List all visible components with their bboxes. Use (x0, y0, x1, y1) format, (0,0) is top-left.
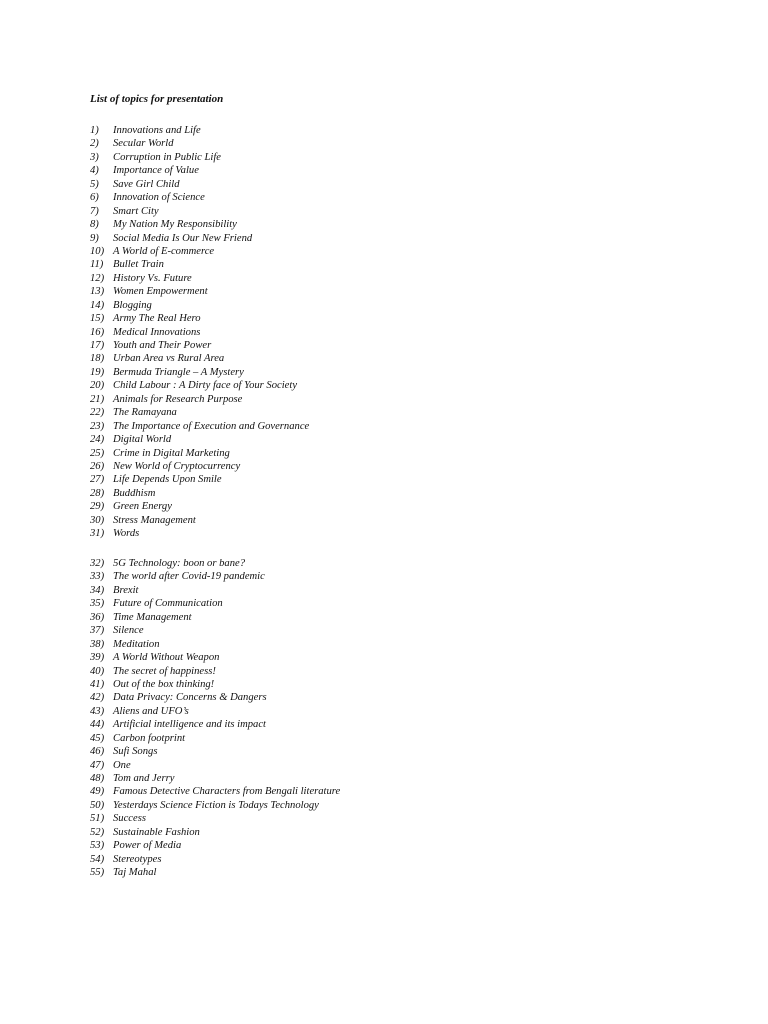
list-item-text: Bullet Train (113, 259, 164, 271)
list-item-number: 16) (90, 326, 105, 338)
list-item (90, 366, 690, 379)
list-item-number: 14) (90, 299, 105, 311)
list-item-number: 13) (90, 286, 105, 298)
list-item-number: 24) (90, 434, 105, 446)
list-item (90, 420, 690, 433)
list-item (90, 339, 690, 352)
list-item-number: 17) (90, 340, 105, 351)
list-item-text: Taj Mahal (113, 867, 157, 879)
list-item-text: Sustainable Fashion (113, 826, 200, 838)
list-item (90, 691, 690, 704)
list-item-number: 52) (90, 826, 105, 838)
list-item (90, 514, 690, 527)
list-item (90, 799, 690, 812)
list-item-text: Urban Area vs Rural Area (113, 353, 225, 365)
list-item (90, 137, 690, 150)
list-item (90, 379, 690, 392)
list-item-text: Yesterdays Science Fiction is Todays Technology (113, 799, 319, 811)
list-item (90, 624, 690, 637)
list-item (90, 460, 690, 473)
list-item-text: 5G Technology: boon or bane? (113, 558, 246, 569)
list-item (90, 245, 690, 258)
list-item (90, 745, 690, 758)
list-item (90, 772, 690, 785)
list-item-number: 20) (90, 380, 105, 392)
list-item-number: 38) (90, 638, 105, 650)
list-item (90, 597, 690, 610)
list-item (90, 232, 690, 245)
list-item-text: Sufi Songs (113, 746, 158, 758)
list-item-text: Innovation of Science (113, 192, 205, 204)
list-item-number: 26) (90, 460, 105, 472)
list-item-number: 8) (90, 219, 99, 231)
list-item-number: 9) (90, 232, 99, 244)
list-item (90, 473, 690, 486)
list-item-number: 35) (90, 598, 105, 610)
list-item-number: 31) (90, 528, 105, 540)
list-item-text: Buddhism (113, 487, 156, 499)
list-item (90, 584, 690, 597)
list-item-text: Stereotypes (113, 853, 162, 865)
list-item (90, 151, 690, 164)
list-item (90, 191, 690, 204)
list-item-number: 46) (90, 746, 105, 758)
list-item-number: 25) (90, 447, 105, 459)
list-item (90, 312, 690, 325)
list-item-number: 27) (90, 474, 105, 486)
list-item-text: One (113, 759, 131, 771)
list-item (90, 678, 690, 691)
list-item-text: Crime in Digital Marketing (113, 447, 230, 459)
list-item-text: Stress Management (113, 514, 196, 526)
list-item-number: 51) (90, 813, 105, 825)
list-item-text: Social Media Is Our New Friend (113, 232, 253, 244)
list-item-text: Digital World (113, 434, 172, 446)
list-item (90, 665, 690, 678)
list-item (90, 178, 690, 191)
list-item-number: 6) (90, 192, 99, 204)
list-item (90, 124, 690, 137)
list-item-number: 34) (90, 584, 105, 596)
list-item-text: Army The Real Hero (113, 313, 201, 325)
list-item-number: 5) (90, 178, 99, 190)
list-item (90, 218, 690, 231)
list-item-number: 28) (90, 487, 105, 499)
list-item-number: 42) (90, 692, 105, 704)
list-item-text: Tom and Jerry (113, 773, 175, 784)
list-item (90, 853, 690, 866)
list-item (90, 651, 690, 664)
list-item-text: The secret of happiness! (113, 665, 216, 677)
list-item (90, 164, 690, 177)
list-item-number: 41) (90, 678, 105, 690)
list-item (90, 826, 690, 839)
page-title: List of topics for presentation (90, 93, 224, 105)
list-item-number: 2) (90, 138, 99, 150)
list-item-text: Carbon footprint (113, 732, 186, 744)
list-item-number: 44) (90, 719, 105, 731)
list-item-text: Future of Communication (113, 598, 223, 610)
topic-list-part1 (90, 124, 690, 541)
list-item-number: 4) (90, 165, 99, 177)
list-item-text: A World Without Weapon (113, 652, 220, 664)
list-item (90, 205, 690, 218)
list-item-number: 15) (90, 313, 105, 325)
list-item-text: Blogging (113, 299, 152, 311)
list-item-text: Meditation (113, 638, 160, 650)
list-item-text: Green Energy (113, 501, 172, 513)
list-item (90, 638, 690, 651)
list-item (90, 759, 690, 772)
list-item-number: 48) (90, 773, 105, 784)
list-item-number: 50) (90, 799, 105, 811)
list-item-text: Save Girl Child (113, 178, 180, 190)
list-item-number: 3) (90, 151, 99, 163)
list-item-text: The Ramayana (113, 407, 177, 419)
list-item-text: My Nation My Responsibility (113, 219, 237, 231)
list-item-number: 18) (90, 353, 105, 365)
list-item-text: Artificial intelligence and its impact (113, 719, 266, 731)
list-item (90, 447, 690, 460)
list-item-number: 33) (90, 571, 105, 583)
list-item-number: 43) (90, 705, 105, 717)
list-item-text: Smart City (113, 205, 159, 217)
list-item (90, 527, 690, 540)
list-item-number: 21) (90, 393, 105, 405)
list-item-text: Brexit (113, 584, 139, 596)
list-item-text: Aliens and UFO’s (113, 705, 189, 717)
list-item (90, 352, 690, 365)
list-item-text: Power of Media (113, 840, 182, 852)
list-item-text: Animals for Research Purpose (113, 393, 243, 405)
list-item-number: 55) (90, 867, 105, 879)
list-item-number: 29) (90, 501, 105, 513)
list-item-text: Women Empowerment (113, 286, 208, 298)
list-item (90, 258, 690, 271)
list-item (90, 285, 690, 298)
list-item-number: 12) (90, 272, 105, 284)
list-item (90, 611, 690, 624)
list-item-text: Youth and Their Power (113, 340, 212, 351)
list-item-text: The Importance of Execution and Governance (113, 420, 310, 432)
list-item-number: 7) (90, 205, 99, 217)
list-item-number: 45) (90, 732, 105, 744)
list-item-number: 49) (90, 786, 105, 798)
list-item (90, 299, 690, 312)
list-item (90, 433, 690, 446)
list-item-number: 19) (90, 366, 105, 378)
list-item-text: Famous Detective Characters from Bengali literature (113, 786, 341, 798)
list-item (90, 557, 690, 570)
list-item-text: Silence (113, 625, 144, 637)
list-item-number: 36) (90, 611, 105, 623)
list-item-text: Child Labour : A Dirty face of Your Society (113, 380, 298, 392)
list-item-number: 37) (90, 625, 105, 637)
list-item-number: 39) (90, 652, 105, 664)
list-item-number: 23) (90, 420, 105, 432)
list-item-text: Words (113, 528, 140, 540)
list-item-text: Bermuda Triangle – A Mystery (113, 366, 244, 378)
list-item (90, 866, 690, 879)
list-item-text: Medical Innovations (113, 326, 201, 338)
list-item (90, 570, 690, 583)
list-item-text: Data Privacy: Concerns & Dangers (113, 692, 267, 704)
list-item (90, 705, 690, 718)
list-item (90, 839, 690, 852)
list-item-text: A World of E-commerce (113, 245, 215, 257)
list-item-text: New World of Cryptocurrency (113, 460, 241, 472)
list-item (90, 500, 690, 513)
list-item (90, 393, 690, 406)
list-item-text: Innovations and Life (113, 125, 201, 136)
list-item (90, 272, 690, 285)
list-item-number: 54) (90, 853, 105, 865)
list-item-number: 11) (90, 259, 104, 271)
list-item-number: 30) (90, 514, 105, 526)
list-item-text: Success (113, 813, 146, 825)
list-item-number: 10) (90, 245, 105, 257)
list-item (90, 326, 690, 339)
list-item (90, 732, 690, 745)
list-item (90, 406, 690, 419)
list-item-text: Secular World (113, 138, 174, 150)
list-item-text: Corruption in Public Life (113, 151, 222, 163)
list-item-text: History Vs. Future (113, 272, 192, 284)
list-item (90, 812, 690, 825)
list-item-number: 32) (90, 558, 105, 569)
list-item-number: 47) (90, 759, 105, 771)
list-item-text: Time Management (113, 611, 192, 623)
list-item-number: 22) (90, 407, 105, 419)
list-item (90, 785, 690, 798)
list-item (90, 718, 690, 731)
list-item-text: Life Depends Upon Smile (113, 474, 222, 486)
list-item (90, 487, 690, 500)
topic-list-part2 (90, 557, 690, 880)
list-item-text: Importance of Value (113, 165, 199, 177)
list-item-number: 40) (90, 665, 105, 677)
list-item-text: The world after Covid-19 pandemic (113, 571, 265, 583)
list-item-number: 1) (90, 125, 99, 136)
list-item-text: Out of the box thinking! (113, 678, 215, 690)
list-item-number: 53) (90, 840, 105, 852)
